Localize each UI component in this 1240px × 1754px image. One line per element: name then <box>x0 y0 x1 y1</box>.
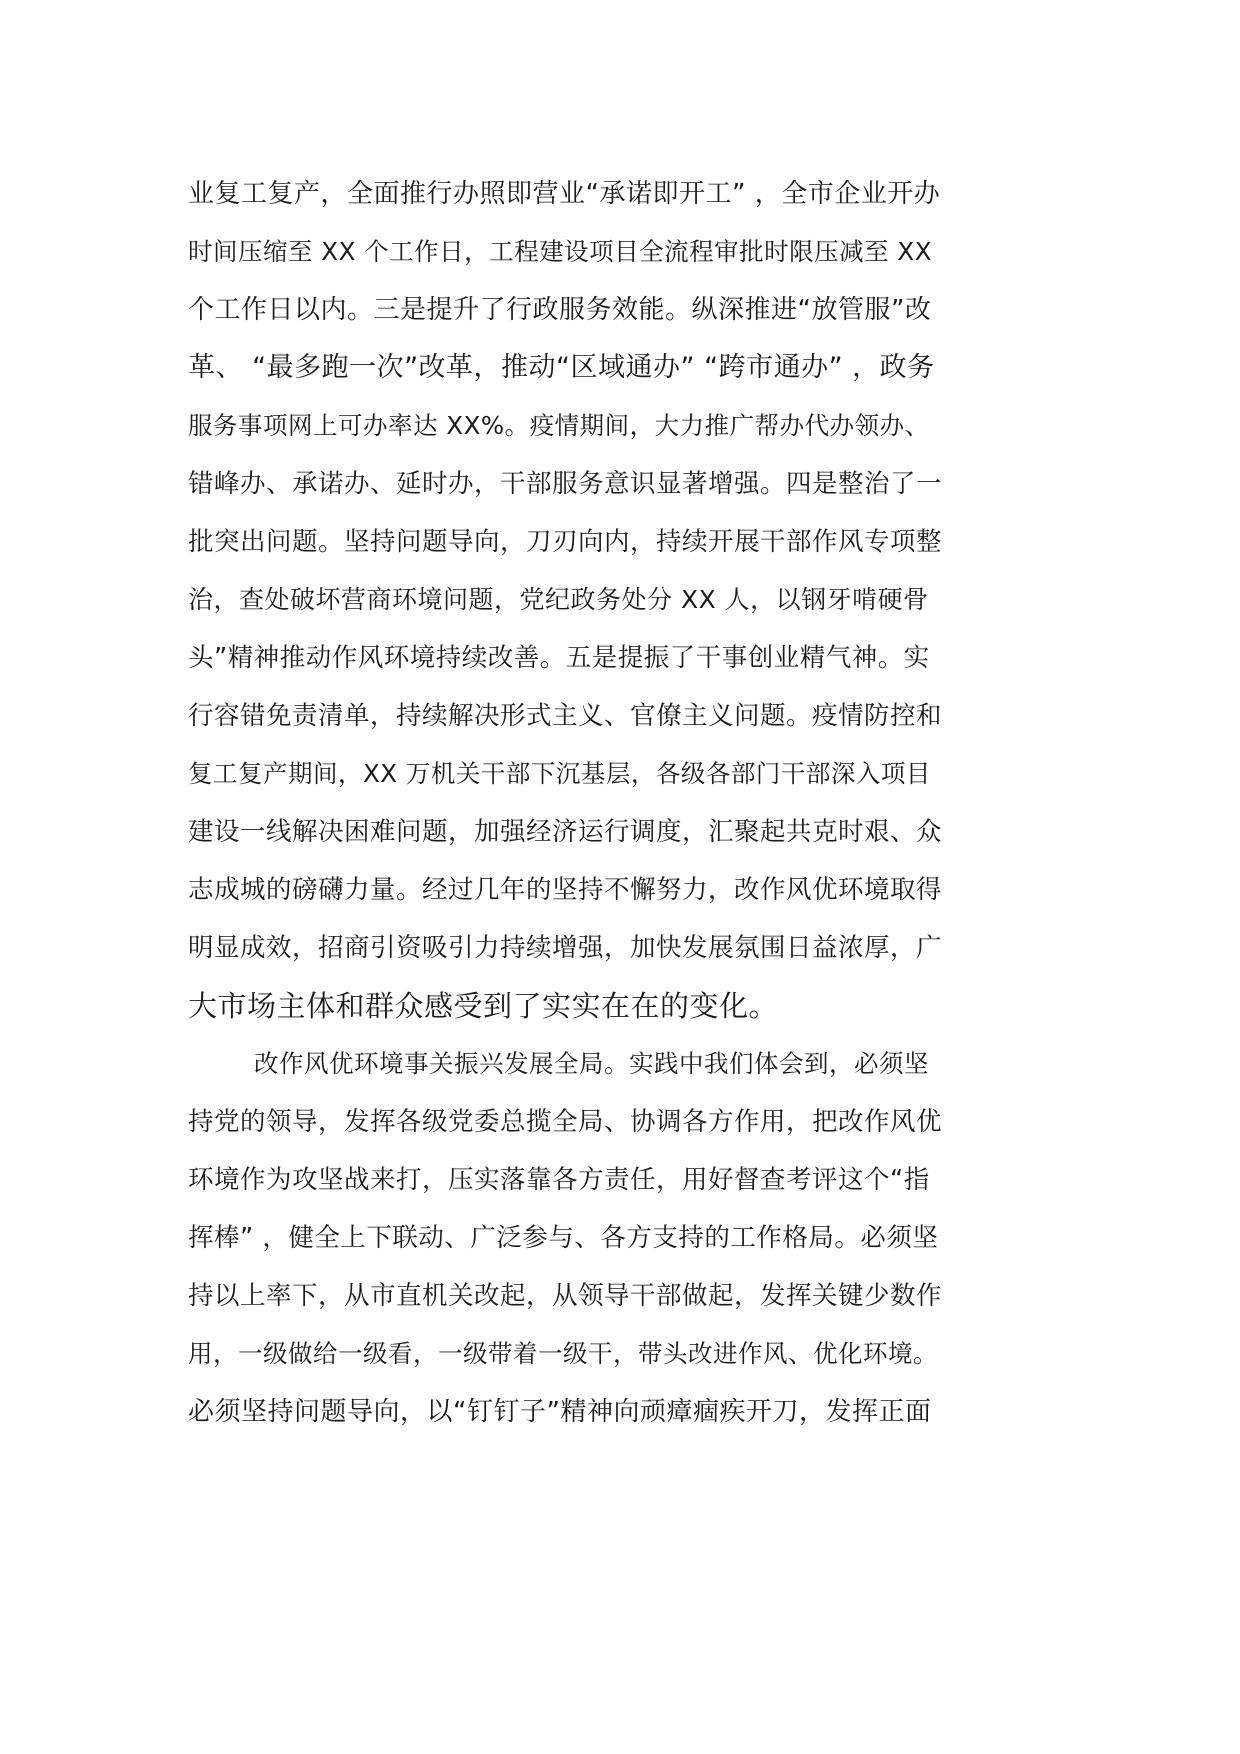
text-line: 环境作为攻坚战来打，压实落靠各方责任，用好督查考评这个“指 <box>188 1165 930 1195</box>
text-line: 革、 “最多跑一次”改革，推动“区域通办” “跨市通办” ，政务 <box>188 352 935 383</box>
text-line: 头”精神推动作风环境持续改善。五是提振了干事创业精气神。实 <box>188 643 930 673</box>
text-line: 用，一级做给一级看，一级带着一级干，带头改进作风、优化环境。 <box>188 1339 938 1368</box>
text-line: 时间压缩至 XX 个工作日，工程建设项目全流程审批时限压减至 XX <box>188 237 932 266</box>
text-line: 必须坚持问题导向，以“钉钉子”精神向顽瘴痼疾开刀，发挥正面 <box>188 1397 932 1427</box>
text-line: 复工复产期间，XX 万机关干部下沉基层，各级各部门干部深入项目 <box>188 759 931 788</box>
text-line: 持以上率下，从市直机关改起，从领导干部做起，发挥关键少数作 <box>188 1281 943 1311</box>
text-line: 批突出问题。坚持问题导向，刀刃向内，持续开展干部作风专项整 <box>188 527 943 557</box>
text-line: 持党的领导，发挥各级党委总揽全局、协调各方作用，把改作风优 <box>188 1107 943 1137</box>
text-line: 服务事项网上可办率达 XX%。疫情期间，大力推广帮办代办领办、 <box>188 411 930 440</box>
paragraph-first-line: 改作风优环境事关振兴发展全局。实践中我们体会到，必须坚 <box>254 1049 929 1078</box>
text-line: 志成城的磅礴力量。经过几年的坚持不懈努力，改作风优环境取得 <box>188 875 943 905</box>
text-line: 业复工复产，全面推行办照即营业“承诺即开工” ，全市企业开办 <box>188 179 941 209</box>
text-line: 建设一线解决困难问题，加强经济运行调度，汇聚起共克时艰、众 <box>188 817 943 847</box>
text-line: 个工作日以内。三是提升了行政服务效能。纵深推进“放管服”改 <box>188 295 932 325</box>
text-line: 大市场主体和群众感受到了实实在在的变化。 <box>188 989 779 1023</box>
text-line: 挥棒” ，健全上下联动、广泛参与、各方支持的工作格局。必须坚 <box>188 1223 939 1253</box>
text-line: 明显成效，招商引资吸引力持续增强，加快发展氛围日益浓厚，广 <box>188 933 943 963</box>
text-line: 错峰办、承诺办、延时办，干部服务意识显著增强。四是整治了一 <box>188 469 943 499</box>
text-line: 行容错免责清单，持续解决形式主义、官僚主义问题。疫情防控和 <box>188 701 943 731</box>
text-line: 治，查处破坏营商环境问题，党纪政务处分 XX 人，以钢牙啃硬骨 <box>188 585 929 614</box>
